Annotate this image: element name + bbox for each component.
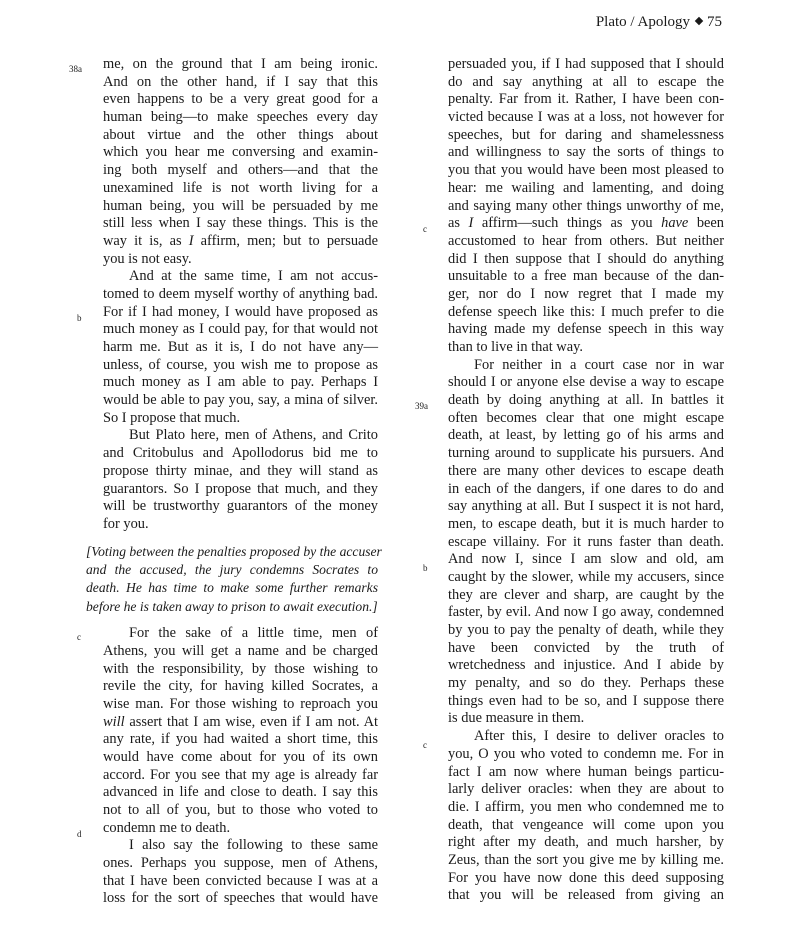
- text-line: And now I, since I am slow and old, am: [448, 551, 724, 568]
- text-line: [448, 215, 724, 233]
- text-line: For you have now done this deed supposing: [448, 869, 724, 886]
- note-line: and the accused, the jury condemns Socrates to: [86, 561, 378, 577]
- margin-marker-c: c: [423, 224, 427, 234]
- text-line: is due measure in them.: [448, 710, 585, 727]
- text-line: much money as I could pay, for that would not: [103, 321, 378, 338]
- paragraph: [448, 56, 724, 357]
- margin-marker-b: b: [423, 563, 428, 573]
- note-line: before he is taken away to prison to await execution.]: [86, 598, 378, 614]
- paragraph: [103, 56, 378, 268]
- text-line: But Plato here, men of Athens, and Crito: [129, 427, 378, 444]
- text-line: tomed to deem myself worthy of anything bad.: [103, 285, 378, 302]
- note-line: death. He has time to make some further remarks: [86, 580, 378, 596]
- text-line: that you will be released from giving an: [448, 887, 724, 904]
- text-line: victed because I was at a loss, not however for: [448, 109, 724, 126]
- text-line: have been convicted by the truth of: [448, 639, 724, 656]
- text-line: they are clever and sharp, are caught by the: [448, 586, 724, 603]
- note-line: [Voting between the penalties proposed by the accuser: [86, 543, 382, 559]
- text-line: any rate, if you had waited a short time, this: [103, 731, 378, 748]
- text-line: things even had to be so, and I suppose there: [448, 692, 724, 709]
- text-line: often becomes clear that one might escape: [448, 409, 724, 426]
- margin-marker-d: d: [77, 829, 82, 839]
- text-line: death by doing anything at all. In battles it: [448, 392, 724, 409]
- text-run: affirm—such things as you: [473, 215, 662, 232]
- text-run: been: [688, 215, 724, 232]
- text-line: And on the other hand, if I say that this: [103, 73, 378, 90]
- text-line: and Critobulus and Apollodorus bid me to: [103, 445, 378, 462]
- left-column: [86, 56, 382, 908]
- text-run: affirm, men; but to persuade: [193, 232, 379, 249]
- text-line: my penalty, and so do they. Perhaps these: [448, 675, 724, 692]
- paragraph: [103, 427, 378, 533]
- text-line: And at the same time, I am not accus-: [129, 268, 378, 285]
- text-line: unsuitable to a free man because of the dan-: [448, 268, 724, 285]
- text-line: ger, nor do I now regret that I made my: [448, 285, 724, 302]
- right-column: [448, 56, 724, 905]
- text-line: for you.: [103, 515, 149, 532]
- text-line: will be trustworthy guarantors of the money: [103, 498, 378, 515]
- text-line: For the sake of a little time, men of: [129, 625, 378, 642]
- text-line: condemn me to death.: [103, 819, 231, 836]
- text-line: even happens to be a very great good for a: [103, 91, 378, 108]
- text-run: as: [448, 215, 469, 232]
- margin-marker-c: c: [77, 632, 81, 642]
- text-line: you that you would have been most pleased to: [448, 162, 724, 179]
- text-line: death, at least, by letting go of his arms and: [448, 427, 724, 444]
- text-line: with the responsibility, by those wishing to: [103, 660, 378, 677]
- text-line: human being, you will be persuaded by me: [103, 197, 378, 214]
- text-line: not to all of you, but to those who voted to: [103, 802, 378, 818]
- text-line: [103, 714, 378, 732]
- running-head: [596, 14, 722, 31]
- emphasis: have: [661, 215, 689, 232]
- text-line: wise man. For those wishing to reproach you: [103, 695, 378, 712]
- spacer: [103, 616, 378, 625]
- margin-marker-b: b: [77, 313, 82, 323]
- text-line: did I then suppose that I should do anything: [448, 250, 724, 267]
- text-line: persuaded you, if I had supposed that I should: [448, 56, 724, 72]
- paragraph: [103, 625, 378, 837]
- text-line: escape villainy. For it runs faster than death.: [448, 533, 724, 550]
- text-line: there are many other devices to escape death: [448, 462, 724, 479]
- paragraph: [103, 268, 378, 427]
- text-run: assert that I am wise, even if I am not. At: [124, 713, 378, 730]
- text-line: human being—to make speeches every day: [103, 109, 378, 126]
- text-line: by you to pay the penalty of death, while they: [448, 622, 724, 638]
- text-line: accord. For you see that my age is already far: [103, 766, 378, 783]
- text-line: unless, of course, you wish me to propose as: [103, 356, 378, 373]
- text-line: After this, I desire to deliver oracles to: [474, 728, 724, 745]
- text-line: that I have been convicted because I was at a: [103, 872, 378, 889]
- text-line: advanced in life and close to death. I say this: [103, 784, 378, 801]
- text-line: having made my defense speech in this way: [448, 321, 724, 338]
- text-line: you is not easy.: [103, 250, 192, 267]
- paragraph: [448, 357, 724, 728]
- margin-marker-38a: 38a: [69, 64, 82, 74]
- text-line: about virtue and the other things about: [103, 126, 378, 143]
- text-line: Athens, you will get a name and be charged: [103, 642, 378, 659]
- text-line: should I or anyone else devise a way to escape: [448, 374, 724, 391]
- text-line: guarantors. So I propose that much, and they: [103, 480, 378, 497]
- margin-marker-c: c: [423, 740, 427, 750]
- text-line: ing both myself and others—and that the: [103, 162, 378, 179]
- text-line: you, O you who voted to condemn me. For in: [448, 745, 724, 762]
- diamond-ornament-icon: [695, 17, 703, 25]
- text-line: say anything at all. But I suspect it is not hard,: [448, 498, 724, 515]
- text-line: would be able to pay you, say, a mina of silver.: [103, 392, 378, 409]
- text-line: Zeus, than the sort you give me by killing me.: [448, 851, 724, 868]
- text-line: would have come about for you of its own: [103, 748, 378, 765]
- text-line: caught by the slower, while my accusers, since: [448, 568, 724, 585]
- text-line: than to live in that way.: [448, 339, 583, 355]
- text-line: harm me. But as it is, I do not have any—: [103, 339, 378, 355]
- text-line: death, that vengeance will come upon you: [448, 816, 724, 833]
- text-line: loss for the sort of speeches that would have: [103, 890, 378, 907]
- text-line: revile the city, for having killed Socrates, a: [103, 678, 378, 695]
- emphasis: I: [188, 232, 194, 249]
- text-line: For neither in a court case nor in war: [474, 356, 724, 373]
- text-line: and willingness to say the sorts of things to: [448, 144, 724, 161]
- text-run: way it is, as: [103, 232, 189, 249]
- emphasis: I: [468, 215, 474, 232]
- text-line: For if I had money, I would have proposed as: [103, 303, 378, 320]
- running-head-title: Plato / Apology: [595, 14, 690, 30]
- page-number: 75: [707, 14, 722, 30]
- editorial-note: [86, 543, 382, 617]
- spacer: [103, 534, 378, 543]
- paragraph: [103, 837, 378, 908]
- text-line: I also say the following to these same: [129, 837, 378, 854]
- paragraph: [448, 728, 724, 905]
- emphasis: will: [103, 713, 125, 730]
- text-line: me, on the ground that I am being ironic.: [103, 56, 378, 72]
- text-line: die. I affirm, you men who condemned me to: [448, 798, 724, 815]
- text-line: defense speech like this: I much prefer to die: [448, 303, 724, 320]
- text-line: turning around to supplicate his pursuers. And: [448, 445, 724, 462]
- text-line: So I propose that much.: [103, 409, 241, 426]
- text-line: ones. Perhaps you suppose, men of Athens,: [103, 855, 378, 872]
- text-line: men, to escape death, but it is much harder to: [448, 515, 724, 532]
- text-line: much money as I am able to pay. Perhaps I: [103, 374, 378, 391]
- margin-marker-39a: 39a: [415, 401, 428, 411]
- text-line: accustomed to hear from others. But neither: [448, 232, 724, 249]
- text-line: hear: me wailing and lamenting, and doing: [448, 179, 724, 196]
- text-line: penalty. Far from it. Rather, I have been con-: [448, 91, 724, 108]
- text-line: right after my death, and much harsher, by: [448, 834, 724, 851]
- text-line: unexamined life is not worth living for a: [103, 179, 378, 196]
- text-line: larly deliver oracles: when they are about to: [448, 781, 724, 798]
- text-line: speeches, but for daring and shamelessness: [448, 126, 724, 143]
- text-line: which you hear me conversing and examin-: [103, 144, 378, 161]
- text-line: [103, 233, 378, 251]
- text-line: still less when I say these things. This is the: [103, 215, 378, 232]
- text-line: propose thirty minae, and they will stand as: [103, 462, 378, 479]
- text-line: do and say anything at all to escape the: [448, 73, 724, 90]
- text-line: and saying many other things unworthy of me,: [448, 197, 724, 214]
- text-line: wretchedness and injustice. And I abide by: [448, 657, 724, 674]
- text-line: in each of the dangers, if one dares to do and: [448, 480, 724, 497]
- text-line: fact I am now where human beings particu-: [448, 763, 724, 780]
- text-line: faster, by evil. And now I go away, condemned: [448, 604, 724, 621]
